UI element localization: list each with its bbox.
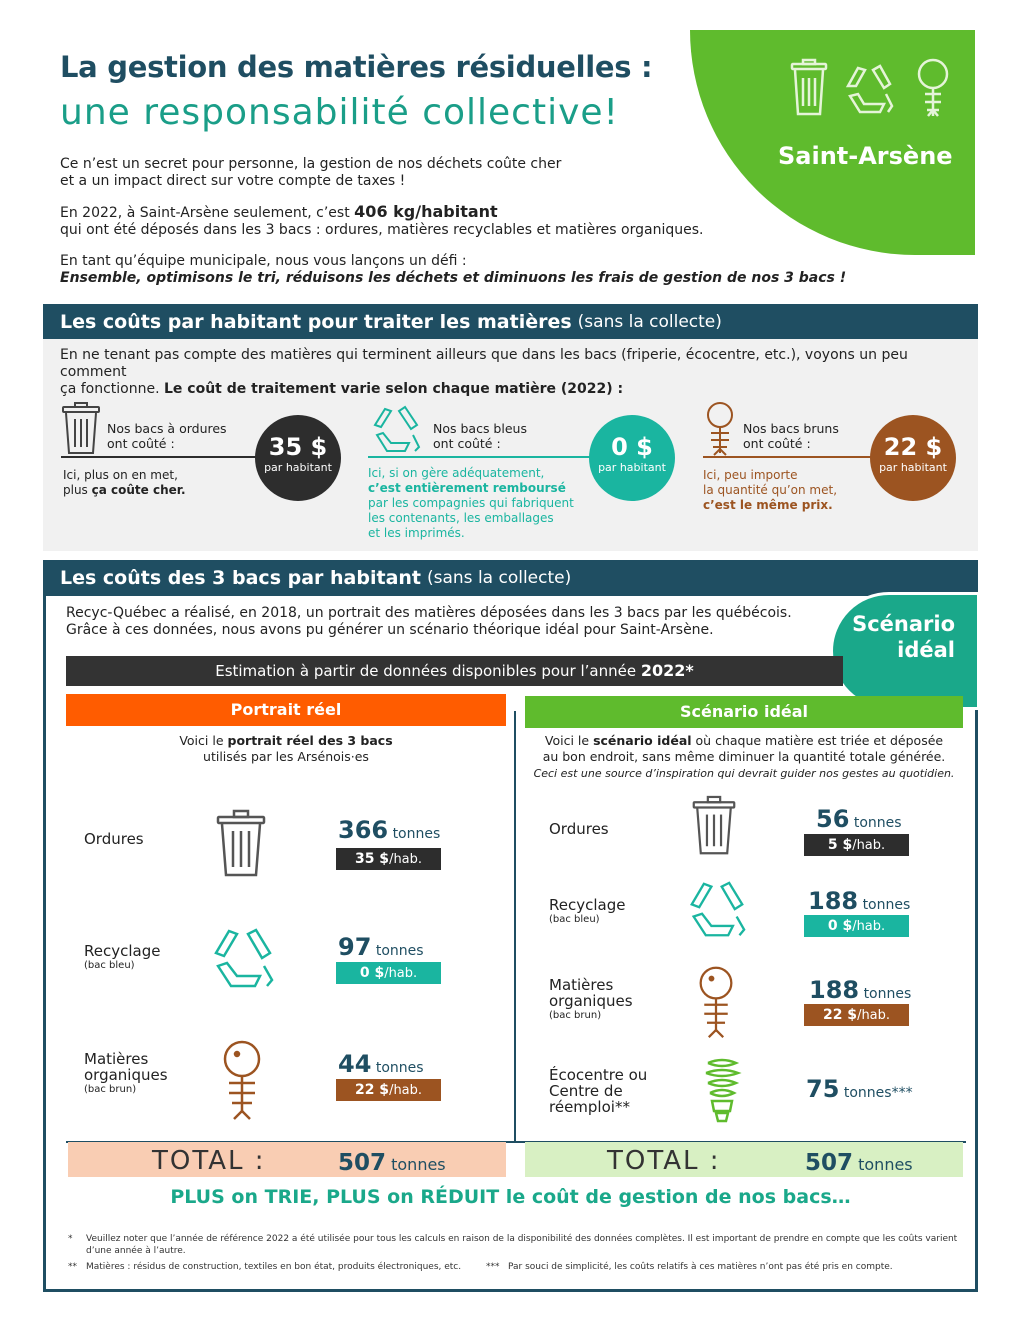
fish-bone-icon [220, 1039, 264, 1121]
bin1-line [61, 456, 261, 458]
scenario-badge: Scénario idéal [830, 592, 980, 710]
city-name: Saint-Arsène [778, 142, 953, 170]
section1-panel [43, 339, 978, 551]
ideal-row-ordures-label: Ordures [549, 820, 609, 838]
recycle-icon [848, 66, 892, 112]
trash-can-icon [692, 795, 736, 857]
ideal-ecocentre-tonnes: 75 tonnes*** [806, 1075, 913, 1103]
section2-panel [43, 560, 978, 1292]
footnote-1-mark: * [68, 1234, 73, 1244]
column-divider [514, 711, 516, 1141]
recycle-icon [688, 881, 746, 939]
intro-paragraph-2: En 2022, à Saint-Arsène seulement, c’est 406 kg/habitant qui ont été déposés dans les 3 bacs : ordures, matières recyclables et matières organiques. [60, 202, 704, 238]
bin3-line [703, 456, 873, 458]
footnote-3-mark: *** [486, 1262, 500, 1272]
bin2-cost-circle: 0 $ par habitant [589, 415, 675, 501]
page-title: La gestion des matières résiduelles : [60, 50, 653, 84]
ideal-organiques-cost: 22 $/hab. [804, 1004, 909, 1026]
bin2-desc: Ici, si on gère adéquatement, c’est entièrement remboursé par les compagnies qui fabriquent les contenants, les emballages et les imprimés. [368, 466, 574, 540]
ideal-row-organiques-label: Matières organiques (bac brun) [549, 976, 633, 1021]
section2-title-bar: Les coûts des 3 bacs par habitant (sans la collecte) [43, 560, 978, 596]
ideal-organiques-tonnes: 188 tonnes [809, 976, 912, 1004]
section2-intro: Recyc-Québec a réalisé, en 2018, un portrait des matières déposées dans les 3 bacs par les québécois. Grâce à ces données, nous avons pu générer un scénario théorique idéal pour Saint-Arsène. [66, 605, 792, 638]
real-recyclage-cost: 0 $/hab. [336, 962, 441, 984]
footnote-2-mark: ** [68, 1262, 77, 1272]
intro-paragraph-1: Ce n’est un secret pour personne, la gestion de nos déchets coûte cher et a un impact direct sur votre compte de taxes ! [60, 156, 562, 189]
bin2-label: Nos bacs bleus ont coûté : [433, 421, 527, 451]
trash-can-icon [216, 809, 266, 879]
estimation-bar: Estimation à partir de données disponibles pour l’année 2022* [66, 656, 843, 686]
lightbulb-icon [700, 1057, 744, 1127]
real-row-organiques-label: Matières organiques (bac brun) [84, 1050, 168, 1095]
intro-paragraph-3: En tant qu’équipe municipale, nous vous lançons un défi : Ensemble, optimisons le tri, réduisons les déchets et diminuons les frais de gestion de nos 3 bacs ! [60, 253, 847, 286]
footnote-3: Par souci de simplicité, les coûts relatifs à ces matières n’ont pas été pris en compte. [508, 1262, 893, 1272]
bin1-label: Nos bacs à ordures ont coûté : [107, 421, 227, 451]
section1-text: En ne tenant pas compte des matières qui terminent ailleurs que dans les bacs (friperie, écocentre, etc.), voyons un peu comment ça fonctionne. Le coût de traitement varie selon chaque matière (2022) : [60, 347, 908, 397]
bin3-desc: Ici, peu importe la quantité qu’on met, c’est le même prix. [703, 468, 838, 512]
real-organiques-tonnes: 44 tonnes [338, 1050, 424, 1078]
footnote-2: Matières : résidus de construction, textiles en bon état, produits électroniques, etc. [86, 1262, 462, 1272]
fish-bone-icon [703, 401, 737, 457]
section1-title-bar: Les coûts par habitant pour traiter les matières (sans la collecte) [43, 304, 978, 339]
ideal-row-ecocentre-label: Écocentre ou Centre de réemploi** [549, 1066, 648, 1116]
ideal-total-box: TOTAL : 507 tonnes [525, 1142, 963, 1177]
ideal-recyclage-cost: 0 $/hab. [804, 915, 909, 937]
real-description: Voici le portrait réel des 3 bacs utilisés par les Arsénois·es [179, 733, 393, 764]
recycle-icon [212, 928, 274, 990]
slogan: PLUS on TRIE, PLUS on RÉDUIT le coût de gestion de nos bacs… [170, 1186, 851, 1208]
column-header-ideal: Scénario idéal [525, 696, 963, 728]
real-recyclage-tonnes: 97 tonnes [338, 933, 424, 961]
ideal-recyclage-tonnes: 188 tonnes [808, 887, 911, 915]
fish-bone-icon [696, 965, 736, 1039]
real-row-ordures-label: Ordures [84, 830, 144, 848]
trash-can-icon [792, 60, 826, 114]
footnote-1: Veuillez noter que l’année de référence 2022 a été utilisée pour tous les calculs en raison de la disponibilité des données complètes. Il est important de prendre en compte que les coûts varient d’une année à l’autre. [86, 1234, 958, 1256]
bin2-line [368, 456, 593, 458]
bin1-cost-circle: 35 $ par habitant [255, 415, 341, 501]
bin3-label: Nos bacs bruns ont coûté : [743, 421, 839, 451]
column-header-real: Portrait réel [66, 694, 506, 726]
page-subtitle: une responsabilité collective! [60, 92, 619, 133]
recycle-icon [371, 405, 421, 455]
real-ordures-cost: 35 $/hab. [336, 848, 441, 870]
kg-per-inhabitant: 406 kg/habitant [354, 202, 498, 221]
real-organiques-cost: 22 $/hab. [336, 1079, 441, 1101]
real-ordures-tonnes: 366 tonnes [338, 816, 441, 844]
real-row-recyclage-label: Recyclage (bac bleu) [84, 942, 161, 971]
fish-bone-icon [919, 60, 947, 116]
ideal-row-recyclage-label: Recyclage (bac bleu) [549, 896, 626, 925]
ideal-ordures-cost: 5 $/hab. [804, 834, 909, 856]
ideal-description: Voici le scénario idéal où chaque matière est triée et déposée au bon endroit, sans même diminuer la quantité totale générée. Ceci est une source d’inspiration qui devrait guider nos gestes au quotidien. [533, 733, 955, 780]
trash-can-icon [61, 401, 101, 457]
real-total-box: TOTAL : 507 tonnes [68, 1142, 506, 1177]
header-icons [788, 58, 958, 120]
bin3-cost-circle: 22 $ par habitant [870, 415, 956, 501]
ideal-ordures-tonnes: 56 tonnes [816, 805, 902, 833]
bin1-desc: Ici, plus on en met, plus ça coûte cher. [63, 468, 186, 497]
